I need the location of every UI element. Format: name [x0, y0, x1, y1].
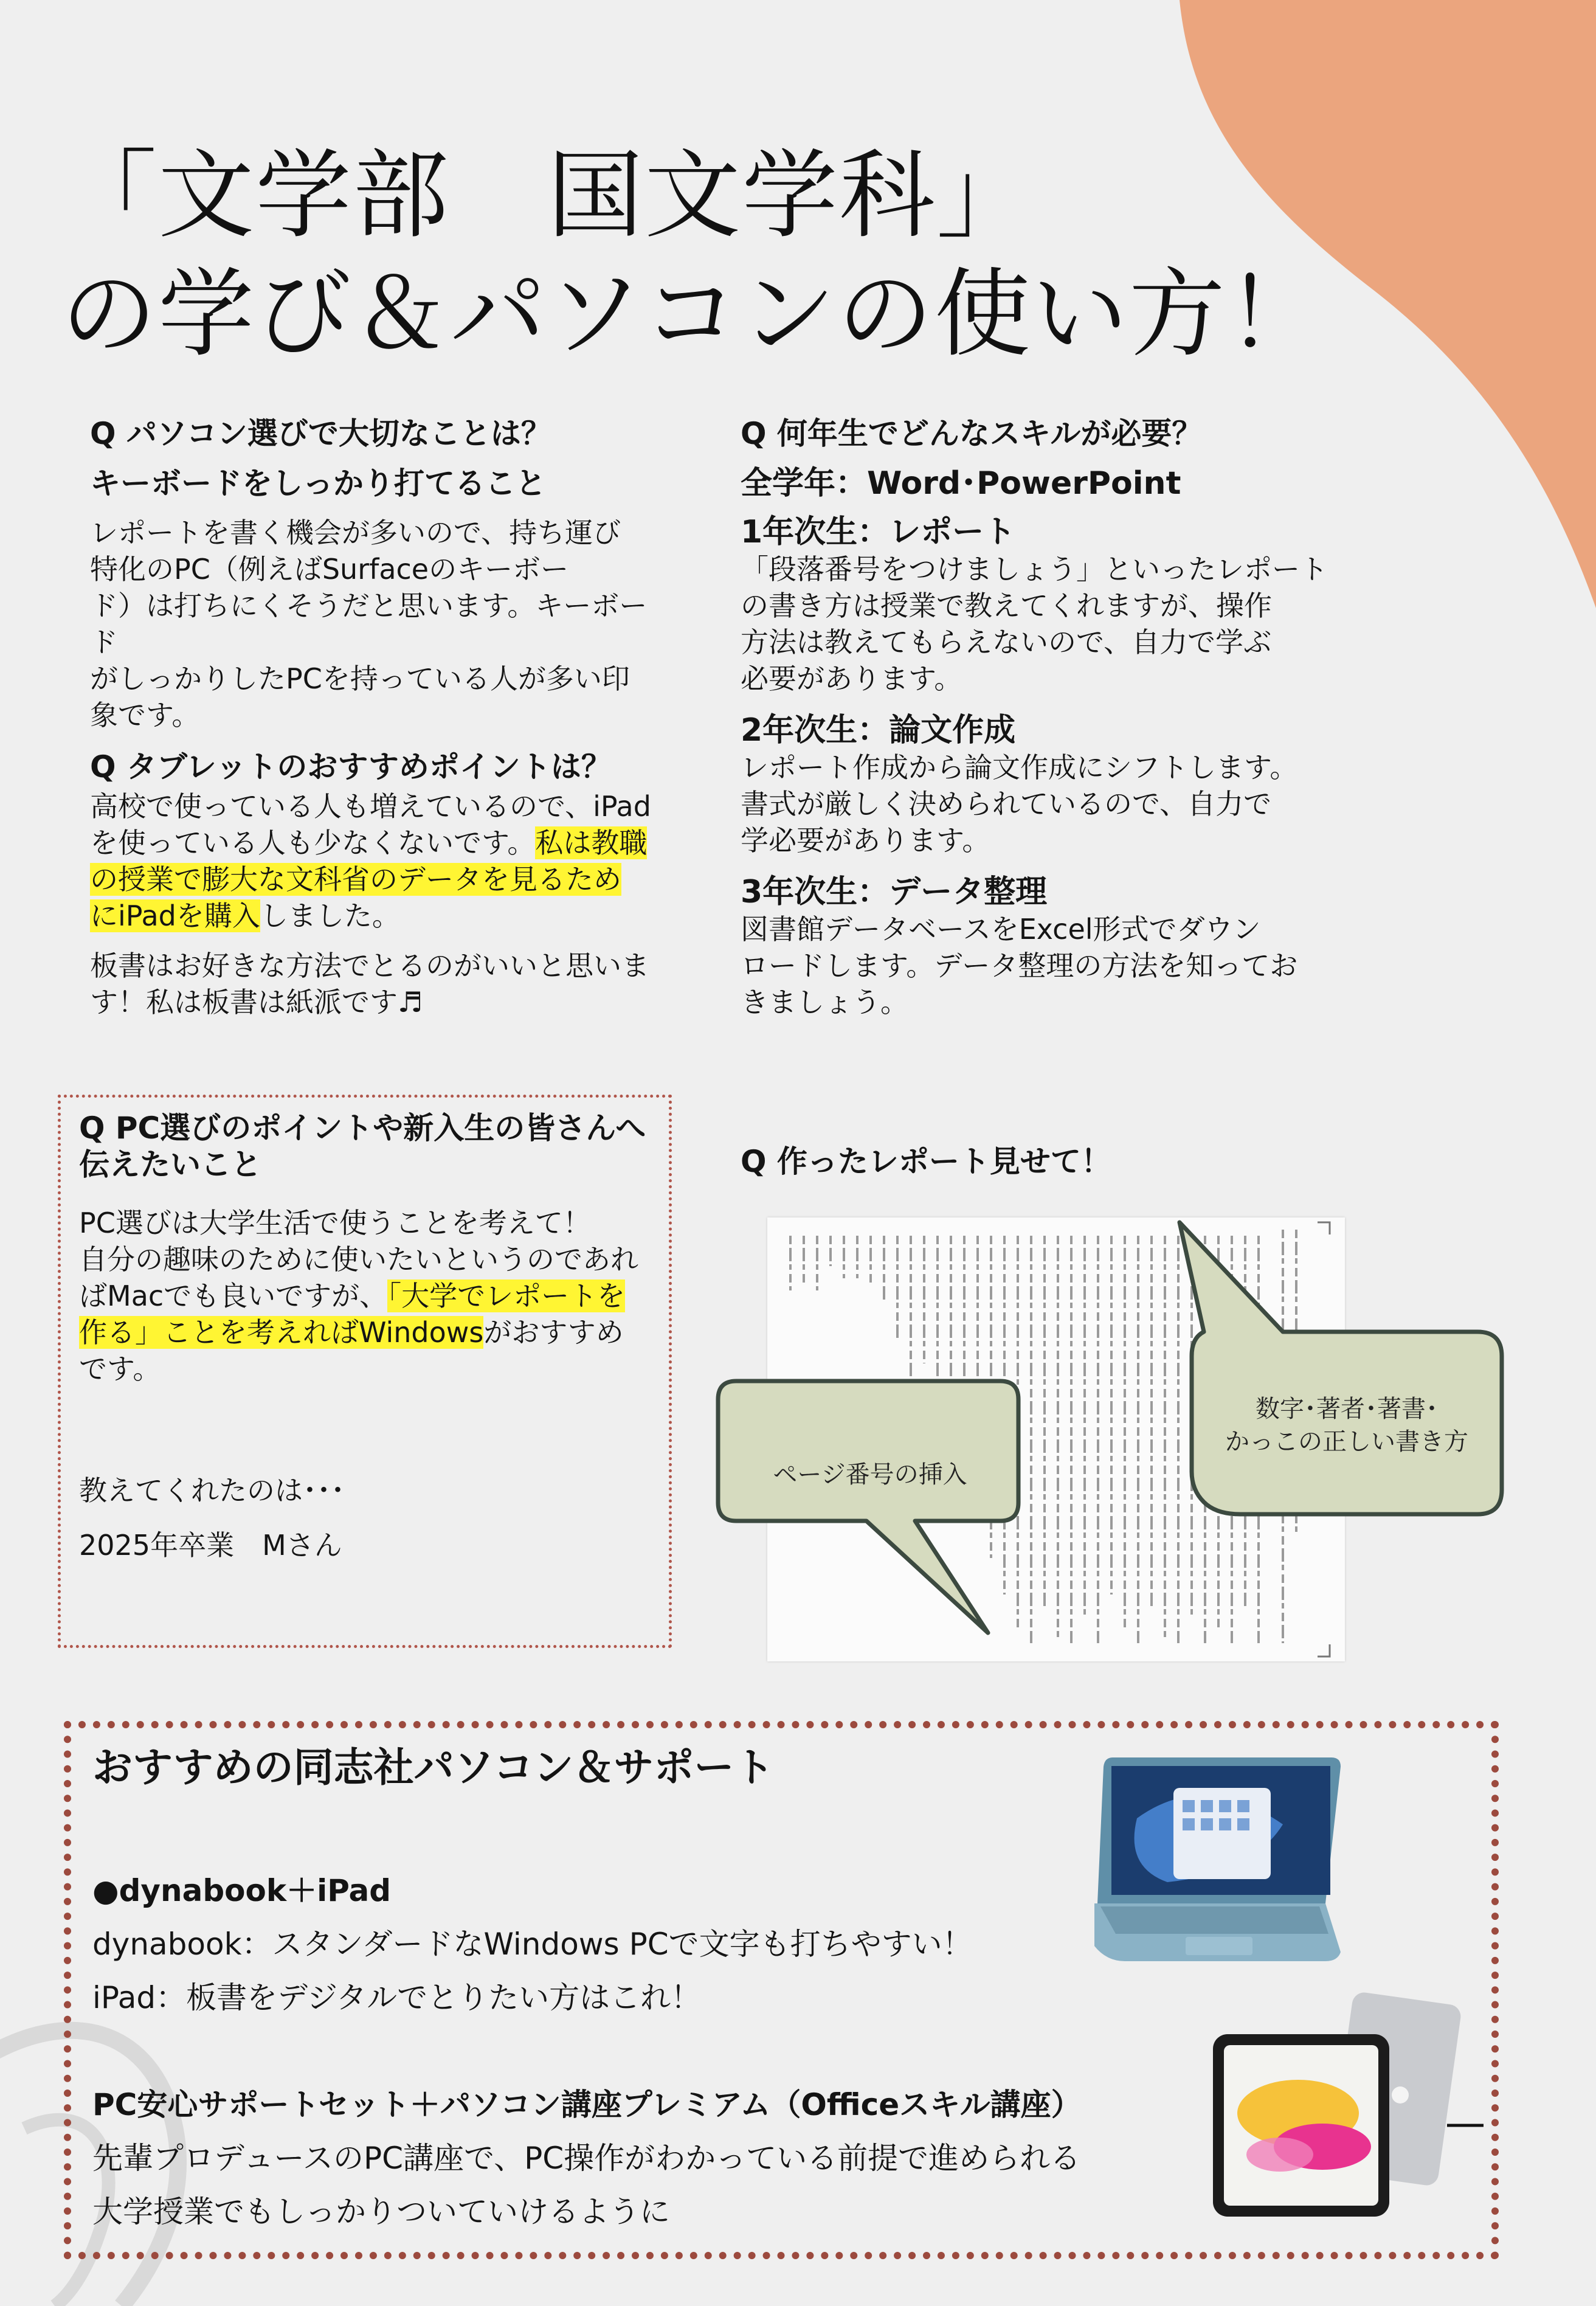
recommendation-heading: おすすめの同志社パソコン＆サポート [92, 1744, 775, 1791]
text-line: す！私は板書は紙派です♬ [90, 986, 423, 1019]
item2-line1: 先輩プロデュースのPC講座で、PC操作がわかっている前提で進められる [92, 2141, 1081, 2176]
text-line: 自分の趣味のために使いたいというのであれ [79, 1243, 638, 1276]
right-column [741, 412, 1349, 1020]
text-line: きましょう。 [741, 986, 908, 1019]
answer-keyboard-body [90, 514, 674, 733]
text-line: 「段落番号をつけましょう」といったレポート [741, 553, 1328, 586]
year1-head: 1年次生：レポート [741, 514, 1016, 550]
item1-ipad: iPad：板書をデジタルでとりたい方はこれ！ [92, 1980, 702, 2015]
highlighted-text: 私は教職 [535, 826, 648, 859]
question-advice-line1: Q PC選びのポイントや新入生の皆さんへ [79, 1110, 646, 1146]
text-line: 必要があります。 [741, 662, 962, 695]
title-line-1: 「文学部 国文学科」 [61, 140, 1034, 252]
text-line [79, 1314, 657, 1351]
text-line: ド）は打ちにくそうだと思います。キーボード [90, 589, 648, 659]
highlighted-text: の授業で膨大な文科省のデータを見るため [90, 863, 621, 896]
item1-heading: ●dynabook＋iPad [92, 1873, 392, 1908]
laptop-image [1070, 1751, 1350, 1970]
text-line: 書式が厳しく決められているので、自力で [741, 788, 1272, 820]
text-line: レポート作成から論文作成にシフトします。 [741, 751, 1298, 784]
question-report: Q 作ったレポート見せて！ [741, 1144, 1111, 1179]
highlighted-text: 作る」ことを考えればWindows [79, 1316, 484, 1349]
highlighted-text: にiPadを購入 [90, 899, 260, 932]
title-line-2: の学び＆パソコンの使い方！ [61, 258, 1324, 370]
left-column [90, 412, 674, 733]
year2-head: 2年次生：論文作成 [741, 712, 1016, 749]
callout-right-line1: 数字･著者･著書･ [1256, 1395, 1438, 1423]
advice-box [58, 1095, 672, 1648]
text-line: がしっかりしたPCを持っている人が多い印 [90, 662, 630, 695]
item2-heading: PC安心サポートセット＋パソコン講座プレミアム（Officeスキル講座） [92, 2087, 1082, 2122]
callout-right-text [1195, 1393, 1499, 1458]
graduate-name: 2025年卒業 Mさん [79, 1529, 342, 1562]
text-segment: を使っている人も少なくないです。 [90, 826, 536, 859]
text-line: ロードします。データ整理の方法を知ってお [741, 949, 1298, 982]
text-segment: しました。 [260, 899, 400, 932]
text-line: 高校で使っている人も増えているので、iPad [90, 790, 651, 823]
item2-line2: 大学授業でもしっかりついていけるように [92, 2194, 670, 2229]
text-line: PC選びは大学生活で使うことを考えて！ [79, 1207, 591, 1239]
callout-left-text: ページ番号の挿入 [773, 1461, 967, 1489]
ipad-image [1207, 1992, 1487, 2226]
text-line: の書き方は授業で教えてくれますが、操作 [741, 589, 1272, 622]
text-segment: ばMacでも良いですが、 [79, 1279, 388, 1312]
text-line [90, 825, 674, 861]
year3-head: 3年次生：データ整理 [741, 874, 1048, 910]
board-note [90, 947, 674, 1020]
text-line: 方法は教えてもらえないので、自力で学ぶ [741, 626, 1272, 659]
highlighted-text: 「大学でレポートを [387, 1279, 626, 1312]
item1-dynabook: dynabook：スタンダードなWindows PCで文字も打ちやすい！ [92, 1927, 973, 1962]
advice-body [79, 1205, 657, 1387]
all-years-skill: 全学年：Word･PowerPoint [741, 465, 1181, 502]
question-tablet: Q タブレットのおすすめポイントは？ [90, 749, 612, 784]
callout-bubble-right [1125, 1216, 1508, 1526]
answer-keyboard-head: キーボードをしっかり打てること [90, 466, 546, 501]
tablet-section [90, 746, 674, 1020]
text-line [79, 1278, 657, 1314]
question-advice-line2: 伝えたいこと [79, 1147, 261, 1182]
text-line: レポートを書く機会が多いので、持ち運び [90, 516, 621, 549]
text-line: 特化のPC（例えばSurfaceのキーボー [90, 553, 569, 586]
text-segment: がおすすめ [483, 1316, 624, 1349]
text-line: 板書はお好きな方法でとるのがいいと思いま [90, 949, 649, 982]
question-skills: Q 何年生でどんなスキルが必要？ [741, 416, 1203, 451]
text-line: 学必要があります。 [741, 824, 990, 857]
text-line: 象です。 [90, 699, 200, 732]
text-line [90, 898, 674, 934]
callout-right-line2: かっこの正しい書き方 [1225, 1428, 1468, 1456]
page-title [61, 137, 1324, 374]
text-line: です。 [79, 1352, 161, 1385]
question-pc-choice: Q パソコン選びで大切なことは？ [90, 416, 551, 451]
told-by-label: 教えてくれたのは･･･ [79, 1474, 345, 1507]
text-line: 図書館データベースをExcel形式でダウン [741, 913, 1261, 946]
callout-bubble-left [714, 1377, 1031, 1645]
text-line [90, 861, 674, 898]
